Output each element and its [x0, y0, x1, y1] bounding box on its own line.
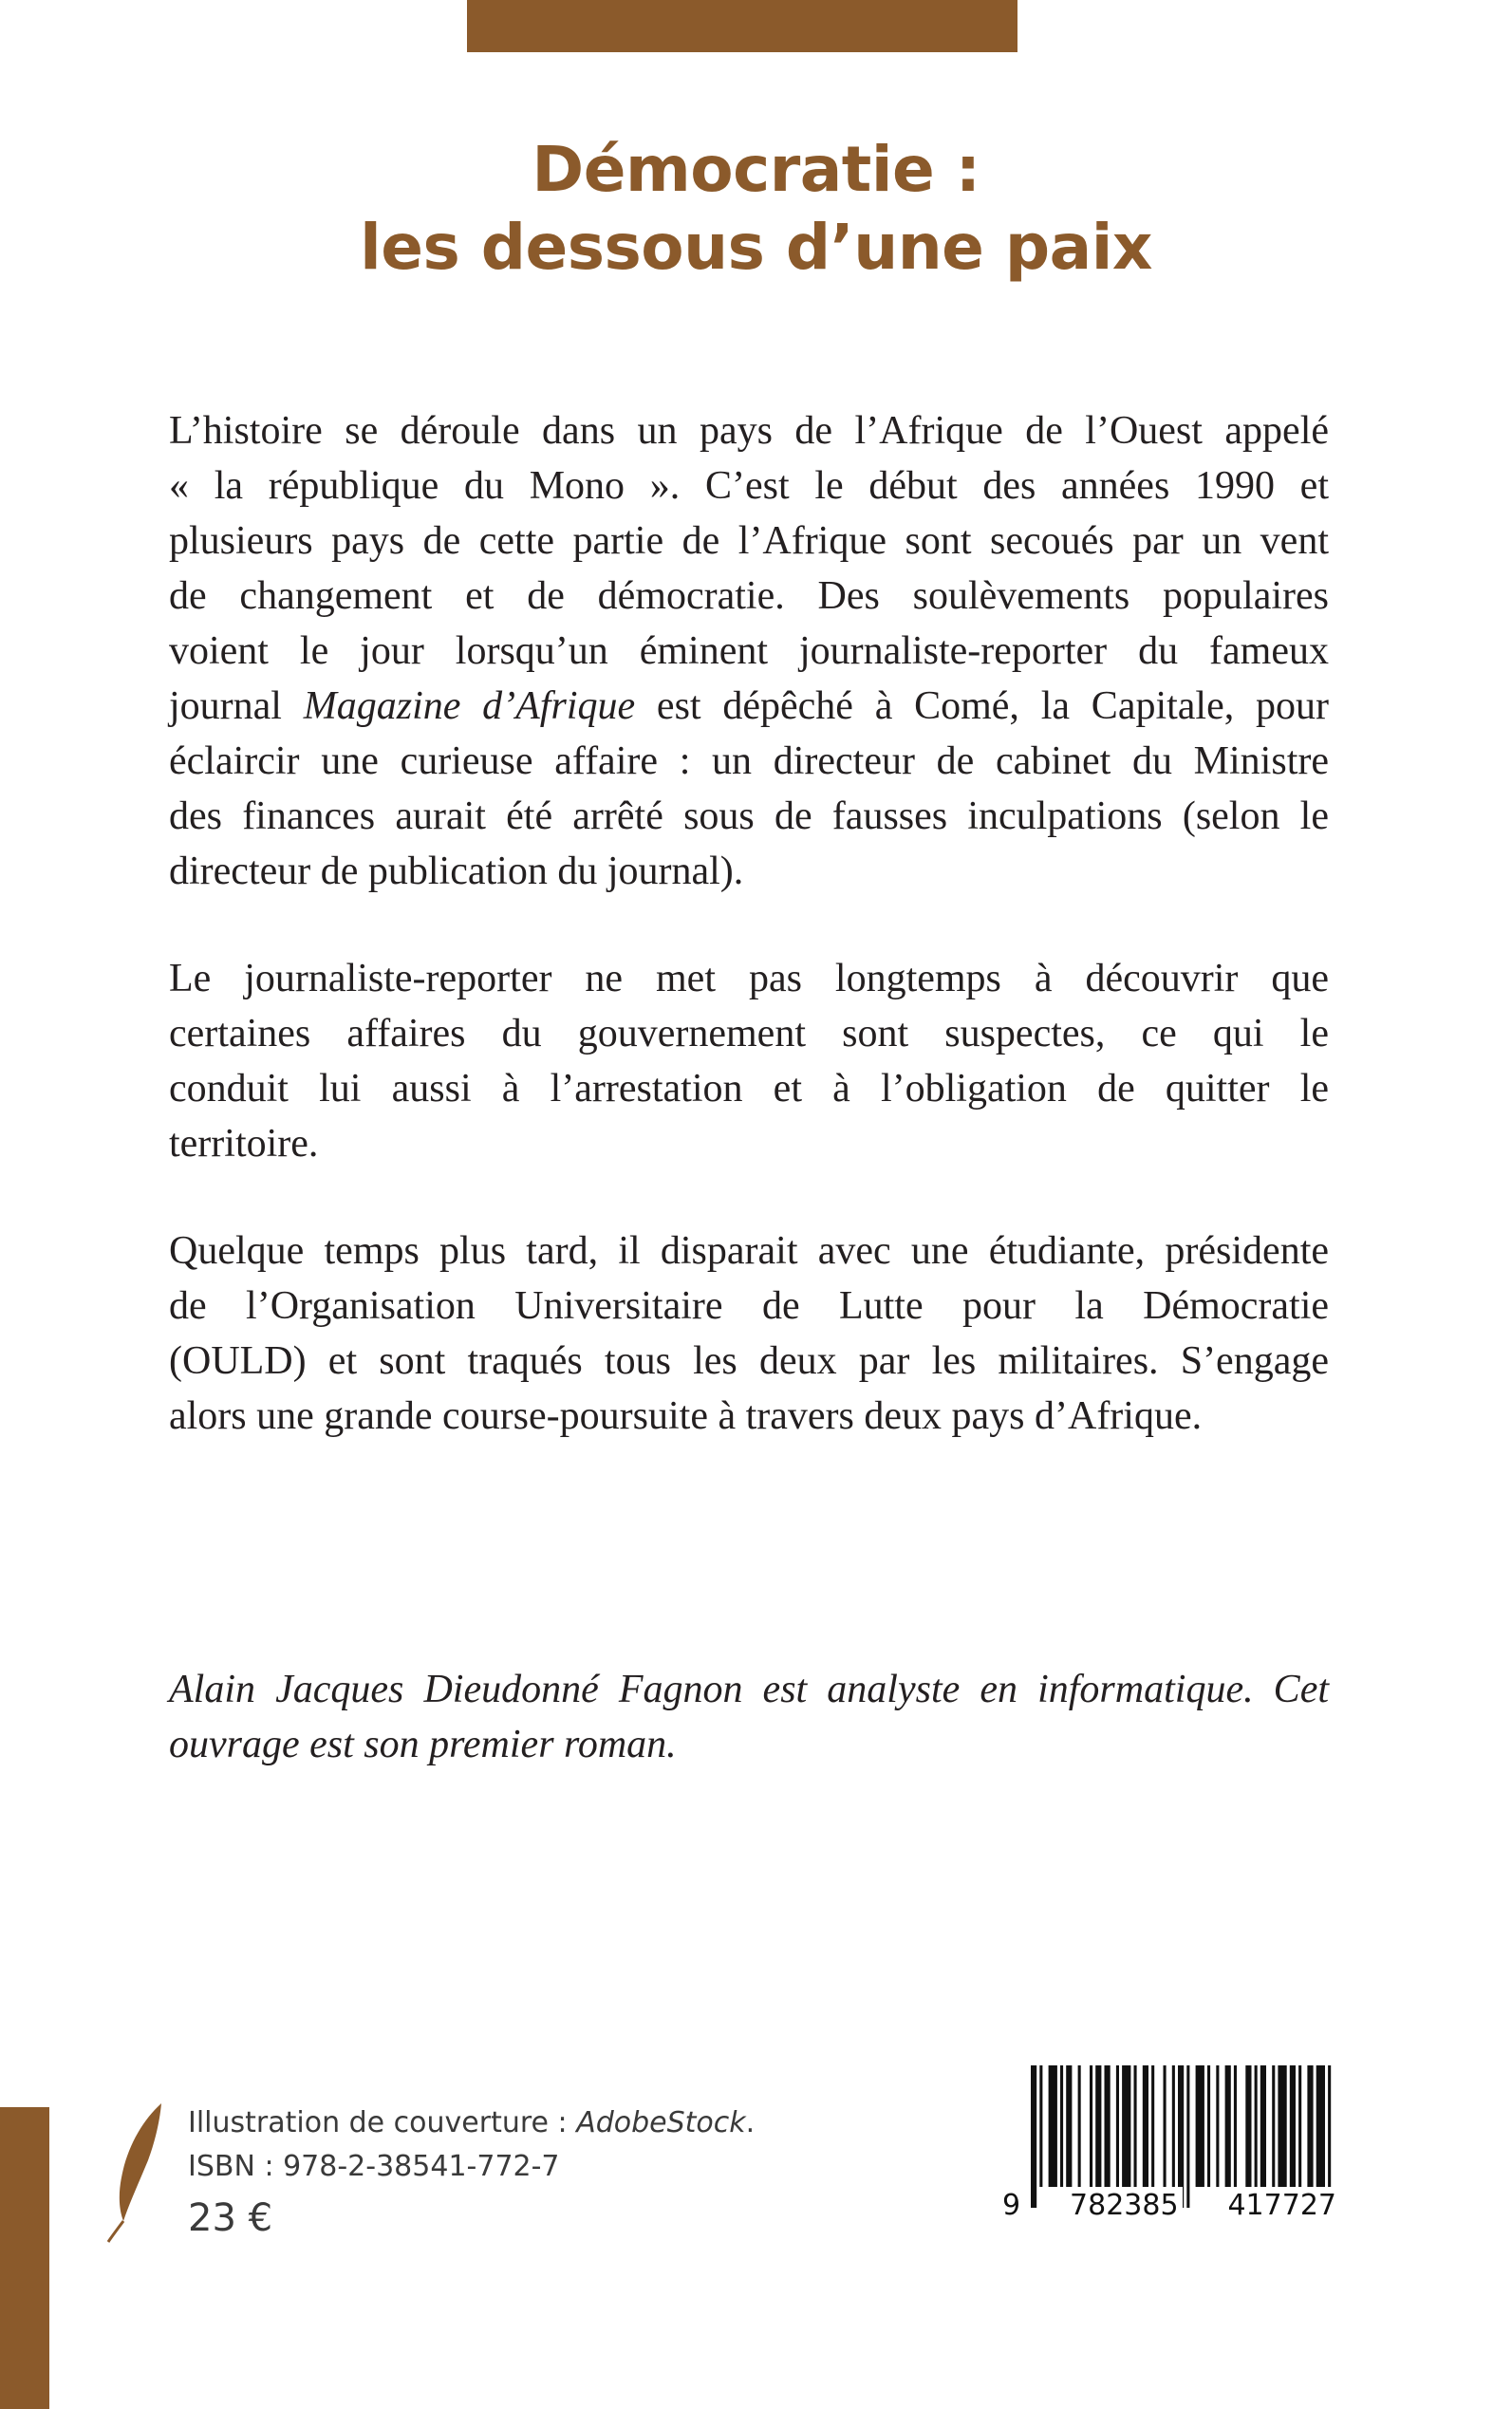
barcode-digits [999, 2187, 1340, 2225]
barcode-bar [1260, 2065, 1266, 2187]
text-line: « la république du Mono ». C’est le début des années 1990 et [169, 464, 1329, 508]
barcode-bar [1164, 2065, 1167, 2187]
barcode-bar [1095, 2065, 1101, 2187]
top-accent-bar [467, 0, 1017, 52]
text-line: L’histoire se déroule dans un pays de l’Afrique de l’Ouest appelé [169, 409, 1329, 453]
text-line: certaines affaires du gouvernement sont suspectes, ce qui le [169, 1012, 1329, 1055]
illustration-label: Illustration de couverture : [188, 2106, 577, 2139]
barcode-bar [1105, 2065, 1111, 2187]
text-line: des finances aurait été arrêté sous de fausses inculpations (selon le [169, 794, 1329, 838]
barcode-group-1: 782385 [1066, 2187, 1183, 2225]
barcode-bar [1172, 2065, 1175, 2187]
barcode-bar [1278, 2065, 1286, 2187]
illustration-end: . [745, 2106, 756, 2139]
barcode-group-2: 417727 [1223, 2187, 1340, 2225]
title-line-2: les dessous d’une paix [360, 211, 1152, 284]
book-title [0, 131, 1512, 287]
text-line: Le journaliste-reporter ne met pas longtemps à découvrir que [169, 957, 1329, 1000]
barcode-bar [1134, 2065, 1137, 2187]
bio-line-1: Alain Jacques Dieudonné Fagnon est analyste en informatique. Cet [169, 1668, 1329, 1711]
text-line: de l’Organisation Universitaire de Lutte pour la Démocratie [169, 1284, 1329, 1328]
text-line: éclaircir une curieuse affaire : un directeur de cabinet du Ministre [169, 739, 1329, 783]
journal-prefix: journal [169, 684, 282, 728]
barcode-bar [1066, 2065, 1072, 2187]
barcode-bar [1122, 2065, 1130, 2187]
barcode-bar [1078, 2065, 1081, 2187]
barcode-bar [1225, 2065, 1231, 2187]
barcode-bar [1298, 2065, 1301, 2187]
barcode-bar [1151, 2065, 1154, 2187]
barcode-bar [1196, 2065, 1204, 2187]
credits-block [188, 2101, 755, 2248]
barcode-bar [1090, 2065, 1092, 2187]
quill-feather-icon [106, 2101, 165, 2244]
text-line: plusieurs pays de cette partie de l’Afrique sont secoués par un vent [169, 519, 1329, 563]
illustration-source: AdobeStock [576, 2106, 746, 2139]
barcode-bar [1049, 2065, 1057, 2187]
author-bio [169, 1662, 1329, 1772]
text-line: de changement et de démocratie. Des soulèvements populaires [169, 574, 1329, 618]
text-line: conduit lui aussi à l’arrestation et à l’obligation de quitter le [169, 1067, 1329, 1111]
barcode-bar [1316, 2065, 1325, 2187]
isbn: ISBN : 978-2-38541-772-7 [188, 2150, 560, 2183]
barcode-bar [1272, 2065, 1275, 2187]
paragraph-3 [169, 1223, 1329, 1444]
paragraph-1 [169, 403, 1329, 899]
illustration-credit [188, 2101, 755, 2145]
barcode-bar [1207, 2065, 1210, 2187]
text-line: voient le jour lorsqu’un éminent journaliste-reporter du fameux [169, 629, 1329, 673]
text-line: directeur de publication du journal). [169, 850, 744, 893]
barcode-bar [1255, 2065, 1258, 2187]
barcode-bar [1143, 2065, 1148, 2187]
barcode-bar [1234, 2065, 1237, 2187]
bio-line-2: ouvrage est son premier roman. [169, 1723, 677, 1766]
text-line: (OULD) et sont traqués tous les deux par les militaires. S’engage [169, 1339, 1329, 1383]
journal-name: Magazine d’Afrique [303, 684, 636, 728]
blurb-text [169, 403, 1329, 1496]
text-line: Quelque temps plus tard, il disparait avec une étudiante, présidente [169, 1229, 1329, 1273]
title-line-1: Démocratie : [532, 133, 980, 206]
side-accent-bar [0, 2107, 49, 2409]
text-line: territoire. [169, 1122, 319, 1166]
text-fragment: est dépêché à Comé, la Capitale, pour [656, 684, 1330, 728]
barcode-bar [1116, 2065, 1119, 2187]
price: 23 € [188, 2196, 273, 2240]
barcode-bar [1216, 2065, 1219, 2187]
barcode-bar [1039, 2065, 1042, 2187]
barcode-bar [1245, 2065, 1251, 2187]
barcode-bar [1060, 2065, 1063, 2187]
paragraph-2 [169, 951, 1329, 1171]
text-line: alors une grande course-poursuite à travers deux pays d’Afrique. [169, 1394, 1203, 1438]
barcode-bar [1290, 2065, 1296, 2187]
barcode-first-digit: 9 [999, 2187, 1024, 2225]
text-line-journal [169, 679, 1329, 734]
barcode-bar [1307, 2065, 1313, 2187]
